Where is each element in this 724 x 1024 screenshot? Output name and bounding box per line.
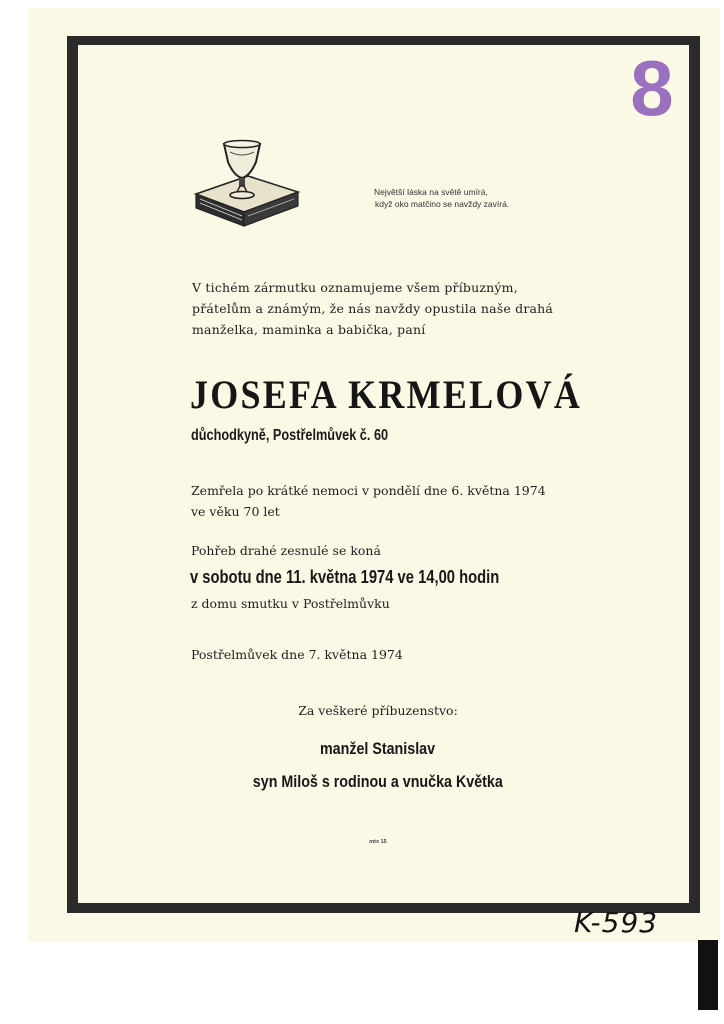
funeral-datetime: v sobotu dne 11. května 1974 ve 14,00 hodin xyxy=(190,567,500,587)
book-icon xyxy=(196,176,298,226)
mourner-line xyxy=(150,770,606,794)
motto-line-2: když oko matčino se navždy zavírá. xyxy=(375,199,510,209)
sheet-number-stamp: 8 xyxy=(630,44,674,132)
mourner-name: manžel Stanislav xyxy=(320,739,436,758)
mourner-name: syn Miloš s rodinou a vnučka Květka xyxy=(253,772,503,791)
intro-line-2: přátelům a známým, že nás navždy opustila naše drahá xyxy=(192,301,554,316)
death-line-1: Zemřela po krátké nemoci v pondělí dne 6. května 1974 xyxy=(191,483,546,498)
death-line-2: ve věku 70 let xyxy=(191,504,280,519)
mourner-line xyxy=(150,737,606,761)
scan-edge-bar xyxy=(698,940,718,1010)
dateline: Postřelmůvek dne 7. května 1974 xyxy=(191,647,403,662)
funeral-intro: Pohřeb drahé zesnulé se koná xyxy=(191,543,381,558)
announcement-intro xyxy=(192,277,592,340)
deceased-occupation: důchodkyně, Postřelmůvek č. 60 xyxy=(191,427,389,444)
deceased-name: JOSEFA KRMELOVÁ xyxy=(190,372,583,417)
motto-line-1: Největší láska na světě umírá, xyxy=(374,187,488,197)
death-notice xyxy=(191,480,546,522)
archive-number: K-593 xyxy=(574,906,659,939)
intro-line-3: manželka, maminka a babička, paní xyxy=(192,322,426,337)
motto xyxy=(374,186,564,210)
relatives-intro: Za veškeré příbuzenstvo: xyxy=(298,703,458,718)
chalice-book-icon xyxy=(190,136,302,232)
funeral-place: z domu smutku v Postřelmůvku xyxy=(191,596,390,611)
printer-mark: mtx 15 xyxy=(369,839,387,845)
intro-line-1: V tichém zármutku oznamujeme všem příbuzným, xyxy=(192,280,518,295)
